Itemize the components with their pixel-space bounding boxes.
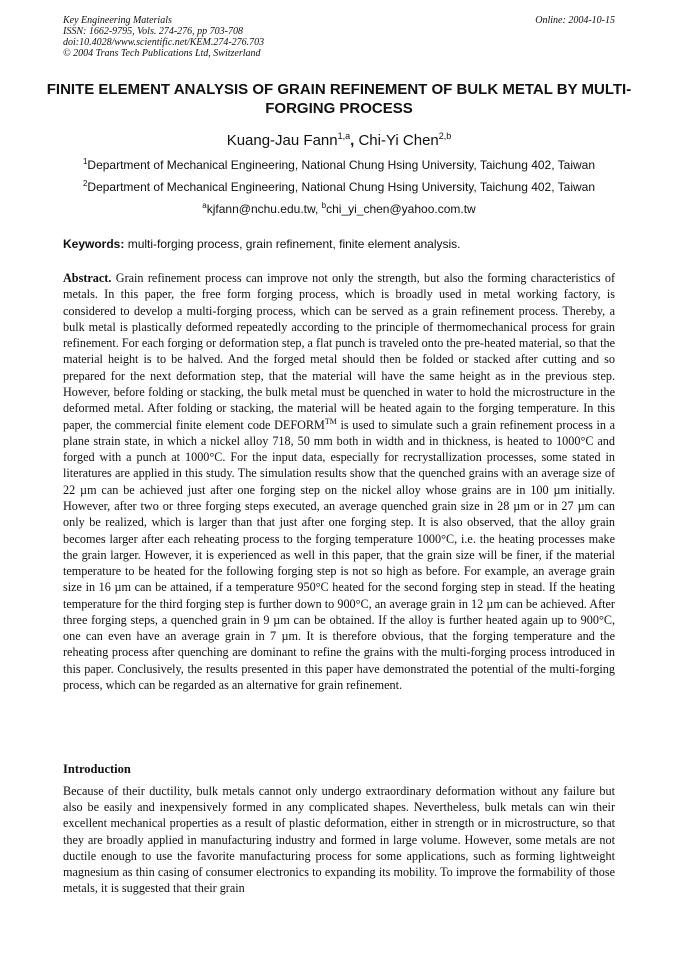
author-1-sup: 1,a: [337, 131, 351, 141]
issn-line: ISSN: 1662-9795, Vols. 274-276, pp 703-708: [63, 26, 243, 37]
email-b-sup: b: [321, 201, 327, 210]
affiliation-2: [0, 179, 678, 194]
paper-title: FINITE ELEMENT ANALYSIS OF GRAIN REFINEMENT OF BULK METAL BY MULTI-FORGING PROCESS: [46, 81, 632, 117]
author-1: Kuang-Jau Fann: [226, 132, 338, 149]
keywords: [63, 237, 615, 251]
keywords-label: Keywords:: [63, 237, 125, 251]
email-a: kjfann@nchu.edu.tw,: [206, 202, 322, 216]
affiliation-2-sup: 2: [82, 179, 88, 188]
doi-line: doi:10.4028/www.scientific.net/KEM.274-276.703: [63, 37, 265, 48]
abstract-label: Abstract.: [63, 271, 112, 285]
author-line: [0, 131, 678, 149]
affiliation-2-text: Department of Mechanical Engineering, National Chung Hsing University, Taichung 402, Taiwan: [87, 180, 596, 194]
introduction-heading: Introduction: [63, 762, 131, 776]
journal-header: [63, 15, 615, 59]
keywords-text: multi-forging process, grain refinement, finite element analysis.: [124, 237, 461, 251]
abstract-text-2: is used to simulate such a grain refinement process in a plane strain state, in which a nickel alloy 718, 50 mm both in width and in thickness, is heated to 1000°C and forged with a punch at 1000°C. For the input data, especially for recrystallization processes, some stated in literatures are applied in this study. The simulation results show that the quenched grains with an average size of 22 µm can be achieved just after one forging step on the nickel alloy whose grains are in 100 µm initially. However, after two or three forging steps executed, an average quenched grain size in 28 µm or in 27 µm can only be realized, which is larger than that just after one forging step. It is also observed, that the alloy grain becomes larger after each reheating process to the forging temperature 1000°C, i.e. the heating processes make the grain larger. However, it is experienced as well in this paper, that the grain size will be finer, if the material temperature to be heated for the following forging step is not so high as before. For example, an average grain size in 16 µm can be attained, if a temperature 950°C heated for the second forging step in stead. If the heating temperature for the third forging step is further down to 900°C, an average grain in 12 µm can be achieved. After three forging steps, a quenched grain in 9 µm can be obtained. If the alloy is further heated again up to 900°C, one can even have an average grain in 7 µm. It is therefore obvious, that the forging temperature and the reheating process after quenching are dominant to refine the grains with the multi-forging process introduced in this paper. Conclusively, the results presented in this paper have demonstrated the potential of the multi-forging process, which can be regarded as an alternative for grain refinement.: [63, 417, 615, 693]
author-separator: ,: [350, 132, 359, 149]
abstract-text-1: Grain refinement process can improve not only the strength, but also the forming characteristics of metals. In this paper, the free form forging process, which is broadly used in metal working factory, is considered to develop a multi-forging process, which can be served as a grain refinement process. Thereby, a bulk metal is plastically deformed repeatedly according to the principle of thermomechanical process for grain refinement. For each forging or deformation step, a flat punch is traveled onto the pre-heated material, so that the material height is to be halved. And the forged metal should then be folded or stacked after cutting and so prepared for the next deformation step, that the material will have the same height as in the previous step. However, before folding or stacking, the bulk metal must be quenched in water to hold the microstructure in the deformed metal. After folding or stacking, the material will be heated again to the forging temperature. In this paper, the commercial finite element code DEFORM: [63, 271, 615, 432]
author-2-sup: 2,b: [438, 131, 452, 141]
affiliation-1-text: Department of Mechanical Engineering, National Chung Hsing University, Taichung 402, Taiwan: [87, 158, 596, 172]
affiliation-1: [0, 157, 678, 172]
author-2: Chi-Yi Chen: [358, 132, 439, 149]
online-date: Online: 2004-10-15: [535, 15, 615, 26]
copyright-line: © 2004 Trans Tech Publications Ltd, Switzerland: [63, 48, 261, 59]
journal-name: Key Engineering Materials: [63, 15, 172, 26]
email-line: [0, 201, 678, 216]
abstract: [63, 270, 615, 693]
trademark-sup: TM: [324, 416, 337, 426]
affiliation-1-sup: 1: [82, 157, 88, 166]
email-b: chi_yi_chen@yahoo.com.tw: [326, 202, 476, 216]
introduction-text: Because of their ductility, bulk metals cannot only undergo extraordinary deformation without any failure but also be easily and inexpensively formed in any complicated shapes. Nevertheless, bulk metals can win their excellent mechanical properties as a result of plastic deformation, either in strength or in microstructure, so that they are broadly applied in manufacturing industry and formed in large volume. However, some metals are not ductile enough to use the favorite manufacturing process for some applications, such as forming lightweight magnesium as thin casing of consumer electronics to expanding its mobility. To improve the formability of those metals, it is suggested that their grain: [63, 784, 615, 896]
email-a-sup: a: [202, 201, 207, 210]
